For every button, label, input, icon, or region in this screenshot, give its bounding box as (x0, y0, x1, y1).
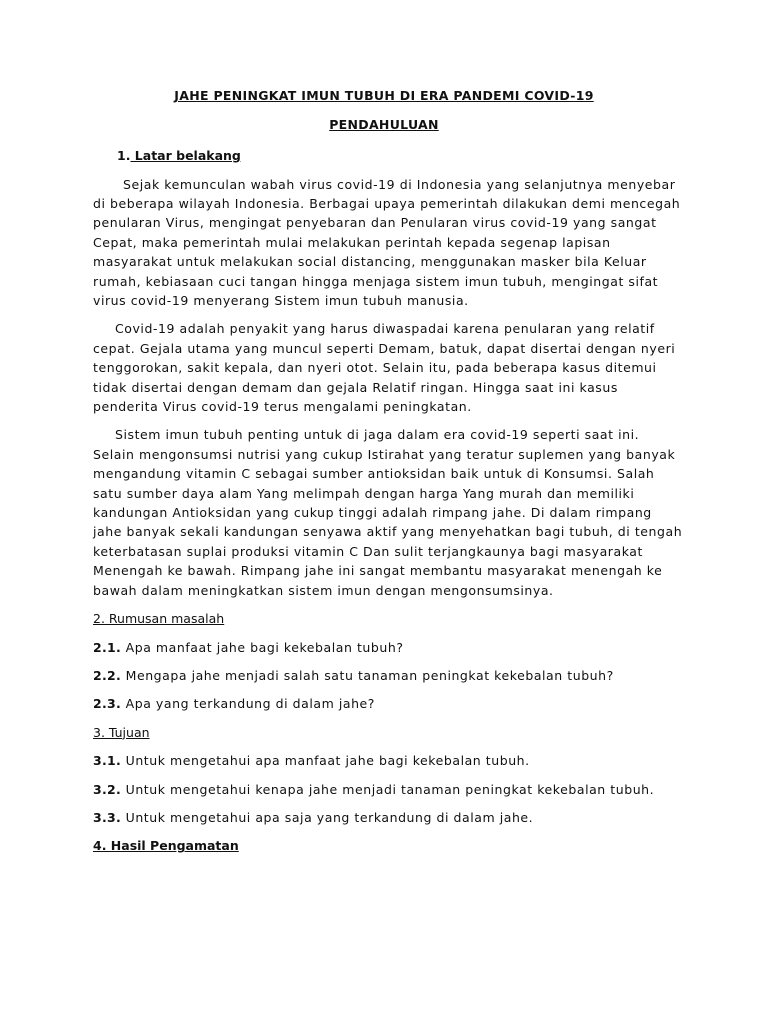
section-number: 1. (117, 148, 131, 163)
item-number: 3.3. (93, 810, 122, 826)
list-item (93, 780, 683, 799)
document-subtitle: PENDAHULUAN (329, 117, 439, 132)
item-text: Mengapa jahe menjadi salah satu tanaman peningkat kekebalan tubuh? (121, 667, 614, 683)
item-text: Apa manfaat jahe bagi kekebalan tubuh? (121, 639, 404, 655)
document-title: JAHE PENINGKAT IMUN TUBUH DI ERA PANDEMI COVID-19 (174, 88, 594, 103)
list-item (93, 751, 683, 770)
document-body (93, 146, 683, 865)
item-number: 2.3. (93, 696, 122, 712)
paragraph: Covid-19 adalah penyakit yang harus diwaspadai karena penularan yang relatif cepat. Gejala utama yang muncul seperti Demam, batuk, dapat disertai dengan nyeri tenggorokan, sakit kepala, dan nyeri otot. Selain itu, pada beberapa kasus ditemui tidak disertai dengan demam dan gejala Relatif ringan. Hingga saat ini kasus penderita Virus covid-19 terus mengalami peningkatan. (93, 321, 676, 414)
section-heading-latar-belakang (93, 146, 683, 166)
item-text: Untuk mengetahui apa saja yang terkandung di dalam jahe. (121, 810, 534, 826)
list-item (93, 808, 683, 827)
list-item (93, 666, 683, 685)
list-item (93, 638, 683, 657)
item-text: Untuk mengetahui apa manfaat jahe bagi kekebalan tubuh. (121, 753, 530, 769)
section-heading-tujuan: 3. Tujuan (93, 724, 150, 740)
item-text: Untuk mengetahui kenapa jahe menjadi tanaman peningkat kekebalan tubuh. (121, 781, 655, 797)
item-number: 2.1. (93, 639, 122, 655)
item-number: 3.2. (93, 781, 122, 797)
paragraph: Sejak kemunculan wabah virus covid-19 di Indonesia yang selanjutnya menyebar di beberapa wilayah Indonesia. Berbagai upaya pemerintah dilakukan demi mencegah penularan Virus, mengingat penyebaran dan Penularan virus covid-19 yang sangat Cepat, maka pemerintah mulai melakukan perintah kepada segenap lapisan masyarakat untuk melakukan social distancing, menggunakan masker bila Keluar rumah, kebiasaan cuci tangan hingga menjaga sistem imun tubuh, mengingat sifat virus covid-19 menyerang Sistem imun tubuh manusia. (93, 176, 681, 308)
item-number: 2.2. (93, 667, 122, 683)
list-item (93, 694, 683, 713)
section-heading-rumusan-masalah: 2. Rumusan masalah (93, 611, 225, 627)
section-heading-hasil-pengamatan: 4. Hasil Pengamatan (93, 838, 239, 854)
item-number: 3.1. (93, 753, 122, 769)
item-text: Apa yang terkandung di dalam jahe? (121, 696, 375, 712)
paragraph: Sistem imun tubuh penting untuk di jaga dalam era covid-19 seperti saat ini. Selain mengonsumsi nutrisi yang cukup Istirahat yang teratur suplemen yang banyak mengandung vitamin C sebagai sumber antioksidan baik untuk di Konsumsi. Salah satu sumber daya alam Yang melimpah dengan harga Yang murah dan memiliki kandungan Antioksidan yang cukup tinggi adalah rimpang jahe. Di dalam rimpang jahe banyak sekali kandungan senyawa aktif yang menyehatkan bagi tubuh, di tengah keterbatasan suplai produksi vitamin C Dan sulit terjangkaunya bagi masyarakat Menengah ke bawah. Rimpang jahe ini sangat membantu masyarakat menengah ke bawah dalam meningkatkan sistem imun dengan mengonsumsinya. (93, 427, 683, 598)
section-title: Latar belakang (130, 148, 241, 163)
